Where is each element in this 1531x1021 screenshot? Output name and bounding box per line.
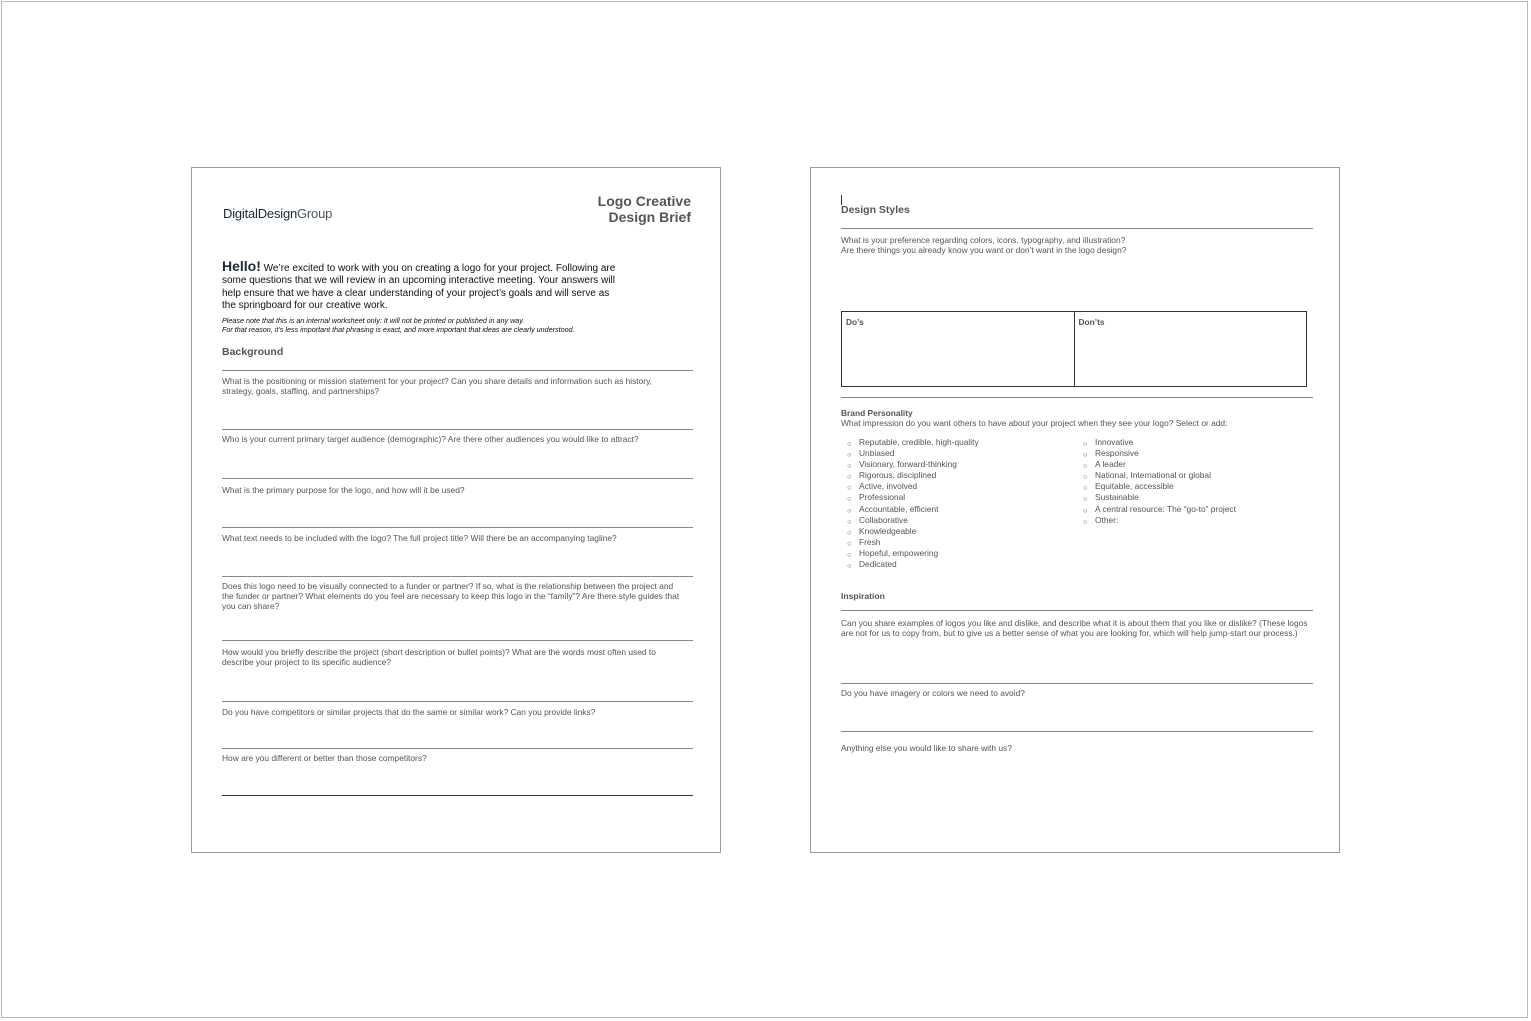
personality-option[interactable]: [1079, 481, 1309, 492]
note-line-1: Please note that this is an internal worksheet only: It will not be printed or published in any way.: [222, 316, 525, 325]
page-2: [810, 167, 1340, 853]
brand-logo-text-digital: Digital: [223, 206, 258, 221]
radio-circle-icon[interactable]: ○: [847, 494, 852, 504]
personality-option-label: Sustainable: [1095, 492, 1139, 503]
divider: [222, 429, 693, 430]
personality-option[interactable]: [1079, 470, 1309, 481]
personality-option-label: Professional: [859, 492, 906, 503]
inspiration-heading: Inspiration: [841, 591, 885, 601]
radio-circle-icon[interactable]: ○: [1083, 472, 1088, 482]
question-competitors[interactable]: Do you have competitors or similar projects that do the same or similar work? Can you provide links?: [222, 707, 596, 717]
personality-options-left: [843, 437, 1073, 570]
personality-option[interactable]: [843, 559, 1073, 570]
radio-circle-icon[interactable]: ○: [847, 505, 852, 515]
design-styles-question[interactable]: [841, 235, 1311, 255]
design-styles-question-line-2: Are there things you already know you want or don’t want in the logo design?: [841, 245, 1127, 255]
radio-circle-icon[interactable]: ○: [847, 549, 852, 559]
personality-option[interactable]: [843, 548, 1073, 559]
personality-option[interactable]: [843, 492, 1073, 503]
personality-option[interactable]: [843, 504, 1073, 515]
personality-option-label: Responsive: [1095, 448, 1139, 459]
personality-option[interactable]: [1079, 448, 1309, 459]
radio-circle-icon[interactable]: ○: [1083, 439, 1088, 448]
bottom-rule: [222, 795, 693, 796]
personality-option-label: Equitable, accessible: [1095, 481, 1174, 492]
document-title-line-2: Design Brief: [608, 209, 691, 225]
intro-text: We’re excited to work with you on creating a logo for your project. Following are some questions that we will review in an upcoming interactive meeting. Your answers will help ensure that we have a clear understanding of your project’s goals and will serve as the springboard for our creative work.: [222, 263, 616, 312]
personality-option-label: Unbiased: [859, 448, 895, 459]
inspiration-question-examples[interactable]: Can you share examples of logos you like and dislike, and describe what it is about them that you like or dislike? (These logos are not for us to copy from, but to give us a better sense of what you are looking for, which will help jump-start our process.): [841, 618, 1308, 638]
personality-option-label: Dedicated: [859, 559, 897, 570]
brand-personality-question: What impression do you want others to have about your project when they see your logo? Select or add:: [841, 418, 1228, 428]
note-line-2: For that reason, it’s less important that phrasing is exact, and more important that ideas are clearly understood.: [222, 325, 575, 335]
design-styles-question-line-1: What is your preference regarding colors, icons, typography, and illustration?: [841, 235, 1126, 245]
divider: [222, 527, 693, 528]
radio-circle-icon[interactable]: ○: [847, 450, 852, 460]
question-target-audience[interactable]: Who is your current primary target audience (demographic)? Are there other audiences you would like to attract?: [222, 434, 639, 444]
personality-option-label: Reputable, credible, high-quality: [859, 437, 979, 447]
design-styles-heading: Design Styles: [841, 204, 910, 216]
radio-circle-icon[interactable]: ○: [847, 461, 852, 471]
divider: [841, 610, 1313, 611]
radio-circle-icon[interactable]: ○: [847, 516, 852, 526]
question-differentiation[interactable]: How are you different or better than those competitors?: [222, 753, 427, 763]
personality-option[interactable]: [843, 437, 1073, 448]
dos-cell[interactable]: Do’s: [846, 317, 864, 327]
radio-circle-icon[interactable]: ○: [847, 483, 852, 493]
personality-option-label: Knowledgeable: [859, 525, 917, 536]
personality-option-label: National, International or global: [1095, 470, 1211, 481]
radio-circle-icon[interactable]: ○: [847, 561, 852, 571]
page-1: [191, 167, 721, 853]
personality-option[interactable]: [1079, 492, 1309, 503]
personality-options-right: [1079, 437, 1309, 526]
personality-option-label: Fresh: [859, 536, 881, 547]
personality-option[interactable]: [1079, 515, 1309, 526]
personality-option-label: A central resource: The “go-to” project: [1095, 503, 1236, 514]
personality-option[interactable]: [1079, 437, 1309, 448]
personality-option[interactable]: [843, 526, 1073, 537]
personality-option[interactable]: [843, 448, 1073, 459]
personality-option[interactable]: [1079, 459, 1309, 470]
radio-circle-icon[interactable]: ○: [847, 472, 852, 482]
personality-option-label: Hopeful, empowering: [859, 547, 939, 558]
radio-circle-icon[interactable]: ○: [1083, 461, 1088, 471]
personality-option[interactable]: [843, 481, 1073, 492]
divider: [222, 576, 693, 577]
brand-logo-text-design: Design: [257, 206, 298, 221]
brand-personality-heading: Brand Personality: [841, 408, 913, 418]
divider: [222, 748, 693, 749]
divider: [222, 370, 693, 371]
question-positioning[interactable]: What is the positioning or mission statement for your project? Can you share details and information such as history, strategy, goals, staffing, and partnerships?: [222, 376, 652, 396]
personality-option[interactable]: [843, 537, 1073, 548]
personality-option-label: Active, involved: [859, 481, 918, 492]
question-funder-connection[interactable]: Does this logo need to be visually connected to a funder or partner? If so, what is the relationship between the project and the funder or partner? What elements do you feel are necessary to keep this logo in the “family”? Are there style guides that you can share?: [222, 581, 680, 611]
document-title-line-1: Logo Creative: [597, 193, 691, 209]
personality-option-label: Innovative: [1095, 437, 1134, 447]
question-project-description[interactable]: How would you briefly describe the project (short description or bullet points)? What are the words most often used to describe your project to its specific audience?: [222, 647, 656, 667]
internal-note: [222, 316, 642, 334]
divider: [841, 228, 1313, 229]
personality-option-label: Visionary, forward-thinking: [859, 459, 957, 470]
personality-option-label: Collaborative: [859, 514, 908, 525]
personality-option-label: Rigorous, disciplined: [859, 470, 937, 481]
personality-option-label: Other:: [1095, 514, 1119, 525]
brand-logo: [223, 206, 332, 221]
radio-circle-icon[interactable]: ○: [1083, 505, 1088, 515]
personality-option[interactable]: [1079, 504, 1309, 515]
question-logo-text[interactable]: What text needs to be included with the logo? The full project title? Will there be an accompanying tagline?: [222, 533, 617, 543]
radio-circle-icon[interactable]: ○: [847, 527, 852, 537]
personality-option[interactable]: [843, 459, 1073, 470]
inspiration-question-anything-else[interactable]: Anything else you would like to share with us?: [841, 743, 1012, 753]
personality-option[interactable]: [843, 470, 1073, 481]
divider: [222, 640, 693, 641]
brand-logo-text-group: Group: [297, 206, 333, 221]
donts-cell[interactable]: Don’ts: [1074, 312, 1307, 386]
personality-option-label: A leader: [1095, 459, 1126, 470]
divider: [841, 683, 1313, 684]
radio-circle-icon[interactable]: ○: [1083, 516, 1088, 526]
radio-circle-icon[interactable]: ○: [1083, 450, 1088, 460]
dos-donts-table: [841, 311, 1307, 387]
radio-circle-icon[interactable]: ○: [1083, 483, 1088, 493]
hello-greeting: Hello!: [222, 258, 261, 274]
divider: [841, 397, 1313, 398]
radio-circle-icon[interactable]: ○: [847, 538, 852, 548]
radio-circle-icon[interactable]: ○: [847, 439, 852, 448]
radio-circle-icon[interactable]: ○: [1083, 494, 1088, 504]
divider: [841, 731, 1313, 732]
question-logo-purpose[interactable]: What is the primary purpose for the logo, and how will it be used?: [222, 485, 465, 495]
personality-option-label: Accountable, efficient: [859, 503, 939, 514]
divider: [222, 478, 693, 479]
inspiration-question-avoid[interactable]: Do you have imagery or colors we need to avoid?: [841, 688, 1025, 698]
divider: [222, 701, 693, 702]
intro-paragraph: [222, 260, 622, 313]
background-heading: Background: [222, 346, 284, 358]
personality-option[interactable]: [843, 515, 1073, 526]
document-title: [598, 193, 691, 225]
